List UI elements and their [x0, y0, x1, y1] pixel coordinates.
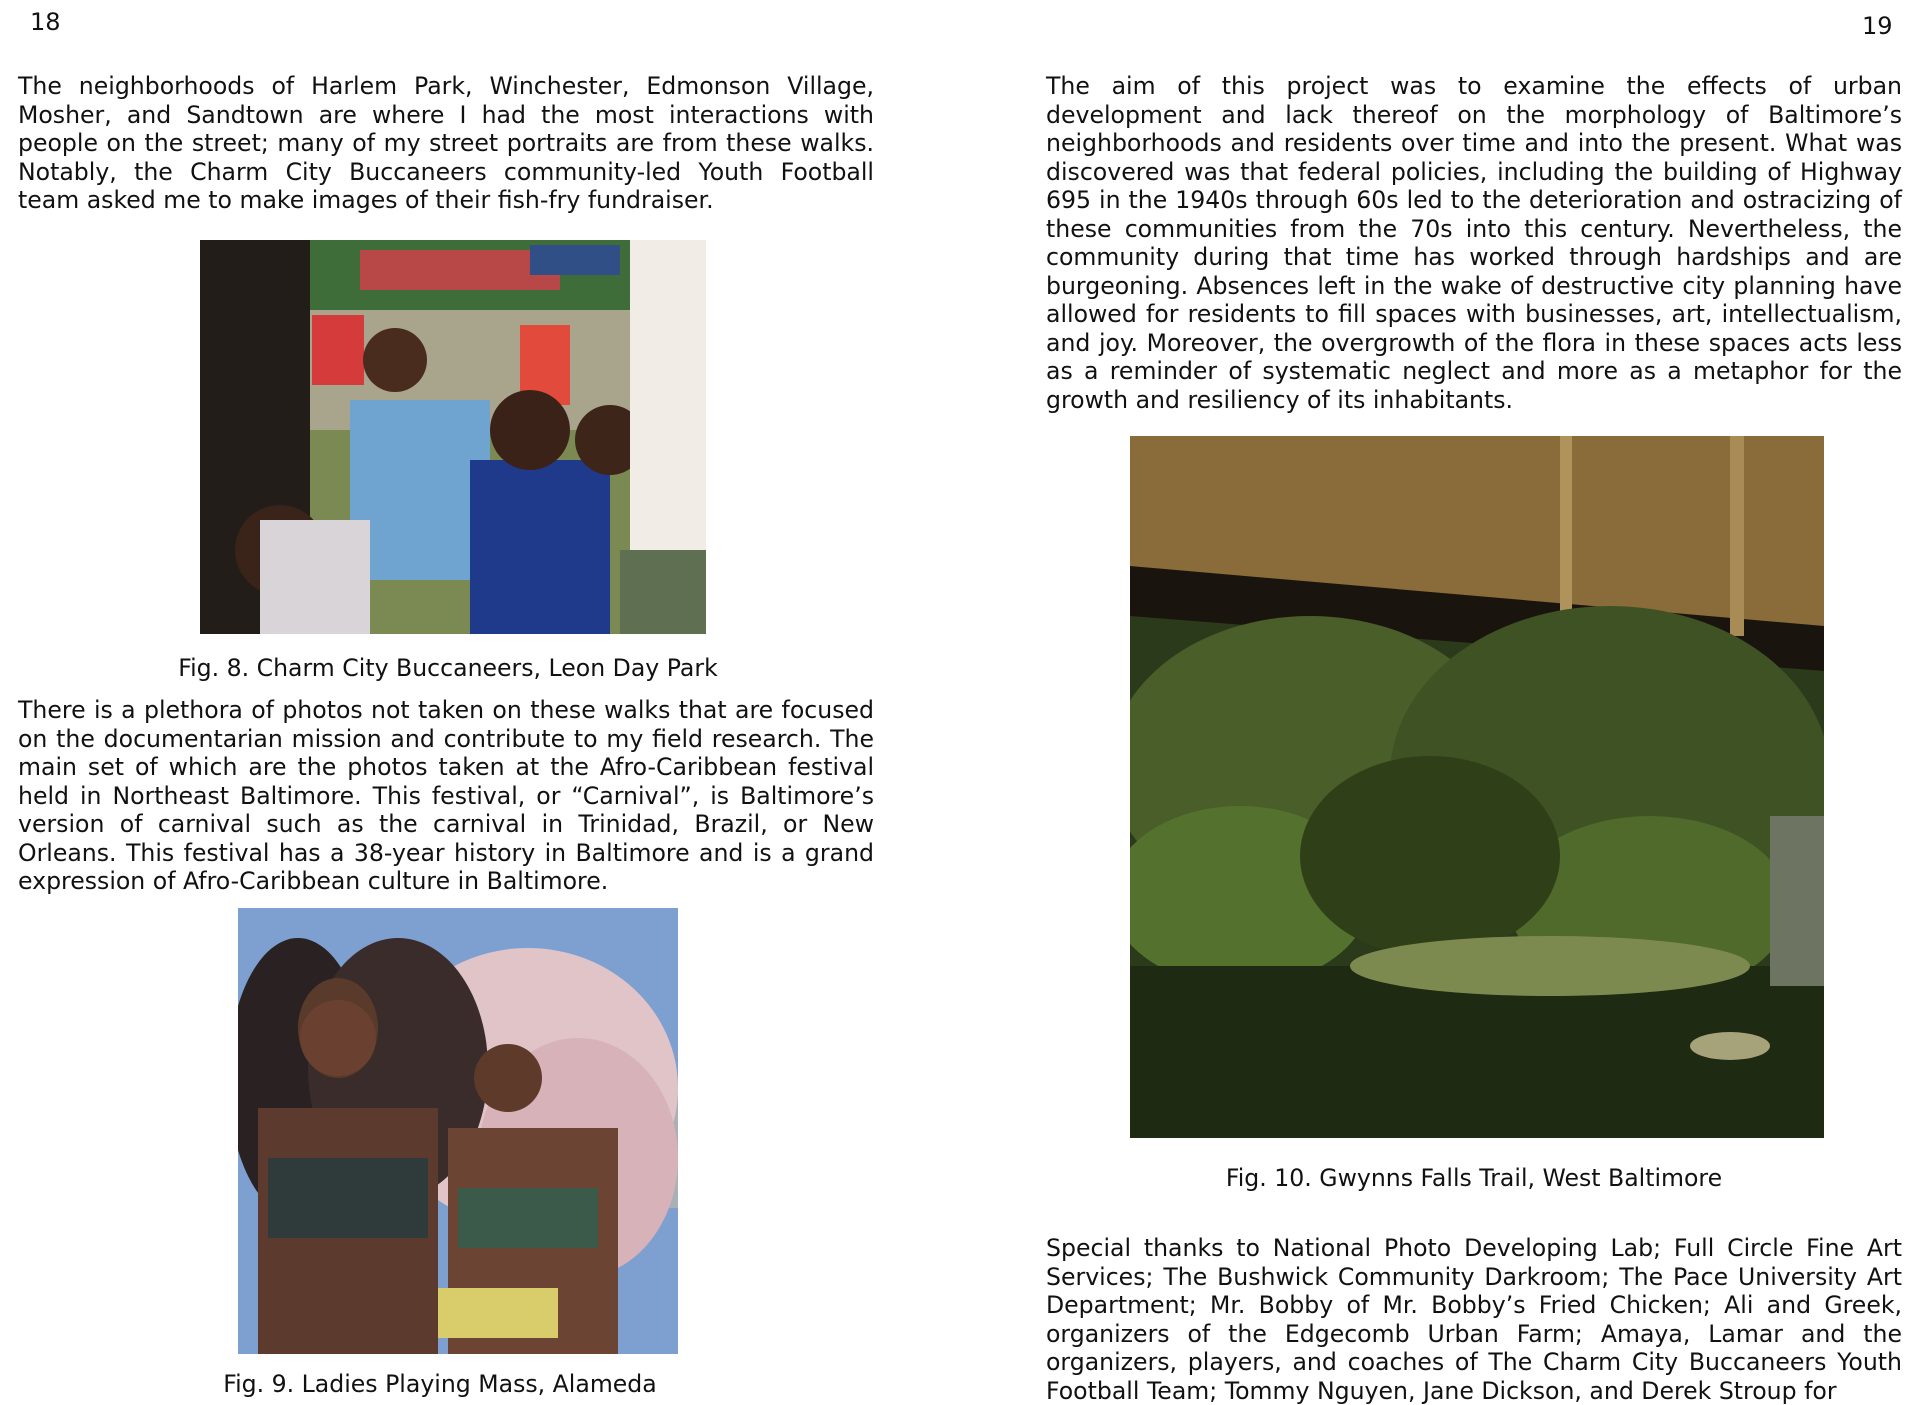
- acknowledgements-paragraph: Special thanks to National Photo Developing Lab; Full Circle Fine Art Services; The Bushwick Community Darkroom; The Pace University Art Department; Mr. Bobby of Mr. Bobby’s Fried Chicken; Ali and Greek, organizers of the Edgecomb Urban Farm; Amaya, Lamar and the organizers, players, and coaches of The Charm City Buccaneers Youth Football Team; Tommy Nguyen, Jane Dickson, and Derek Stroup for: [1046, 1234, 1902, 1405]
- fig10-photo: [1130, 436, 1824, 1138]
- left-paragraph-1: The neighborhoods of Harlem Park, Winchester, Edmonson Village, Mosher, and Sandtown are where I had the most interactions with people on the street; many of my street portraits are from these walks. Notably, the Charm City Buccaneers community-led Youth Football team asked me to make images of their fish-fry fundraiser.: [18, 72, 874, 214]
- fig8-photo: [200, 240, 706, 634]
- fig9-photo: [238, 908, 678, 1354]
- fig9-caption: Fig. 9. Ladies Playing Mass, Alameda: [223, 1370, 657, 1398]
- page-number-right: 19: [1862, 12, 1893, 40]
- right-paragraph-1: The aim of this project was to examine the effects of urban development and lack thereof on the morphology of Baltimore’s neighborhoods and residents over time and into the present. What was discovered was that federal policies, including the building of Highway 695 in the 1940s through 60s led to the deterioration and ostracizing of these communities from the 70s into this century. Nevertheless, the community during that time has worked through hardships and are burgeoning. Absences left in the wake of destructive city planning have allowed for residents to fill spaces with businesses, art, intellectualism, and joy. Moreover, the overgrowth of the flora in these spaces acts less as a reminder of systematic neglect and more as a metaphor for the growth and resiliency of its inhabitants.: [1046, 72, 1902, 414]
- fig10-caption: Fig. 10. Gwynns Falls Trail, West Baltimore: [1225, 1164, 1723, 1192]
- fig8-caption: Fig. 8. Charm City Buccaneers, Leon Day Park: [178, 654, 718, 682]
- left-paragraph-2: There is a plethora of photos not taken on these walks that are focused on the documentarian mission and contribute to my field research. The main set of which are the photos taken at the Afro-Caribbean festival held in Northeast Baltimore. This festival, or “Carnival”, is Baltimore’s version of carnival such as the carnival in Trinidad, Brazil, or New Orleans. This festival has a 38-year history in Baltimore and is a grand expression of Afro-Caribbean culture in Baltimore.: [18, 696, 874, 895]
- page-number-left: 18: [30, 8, 61, 36]
